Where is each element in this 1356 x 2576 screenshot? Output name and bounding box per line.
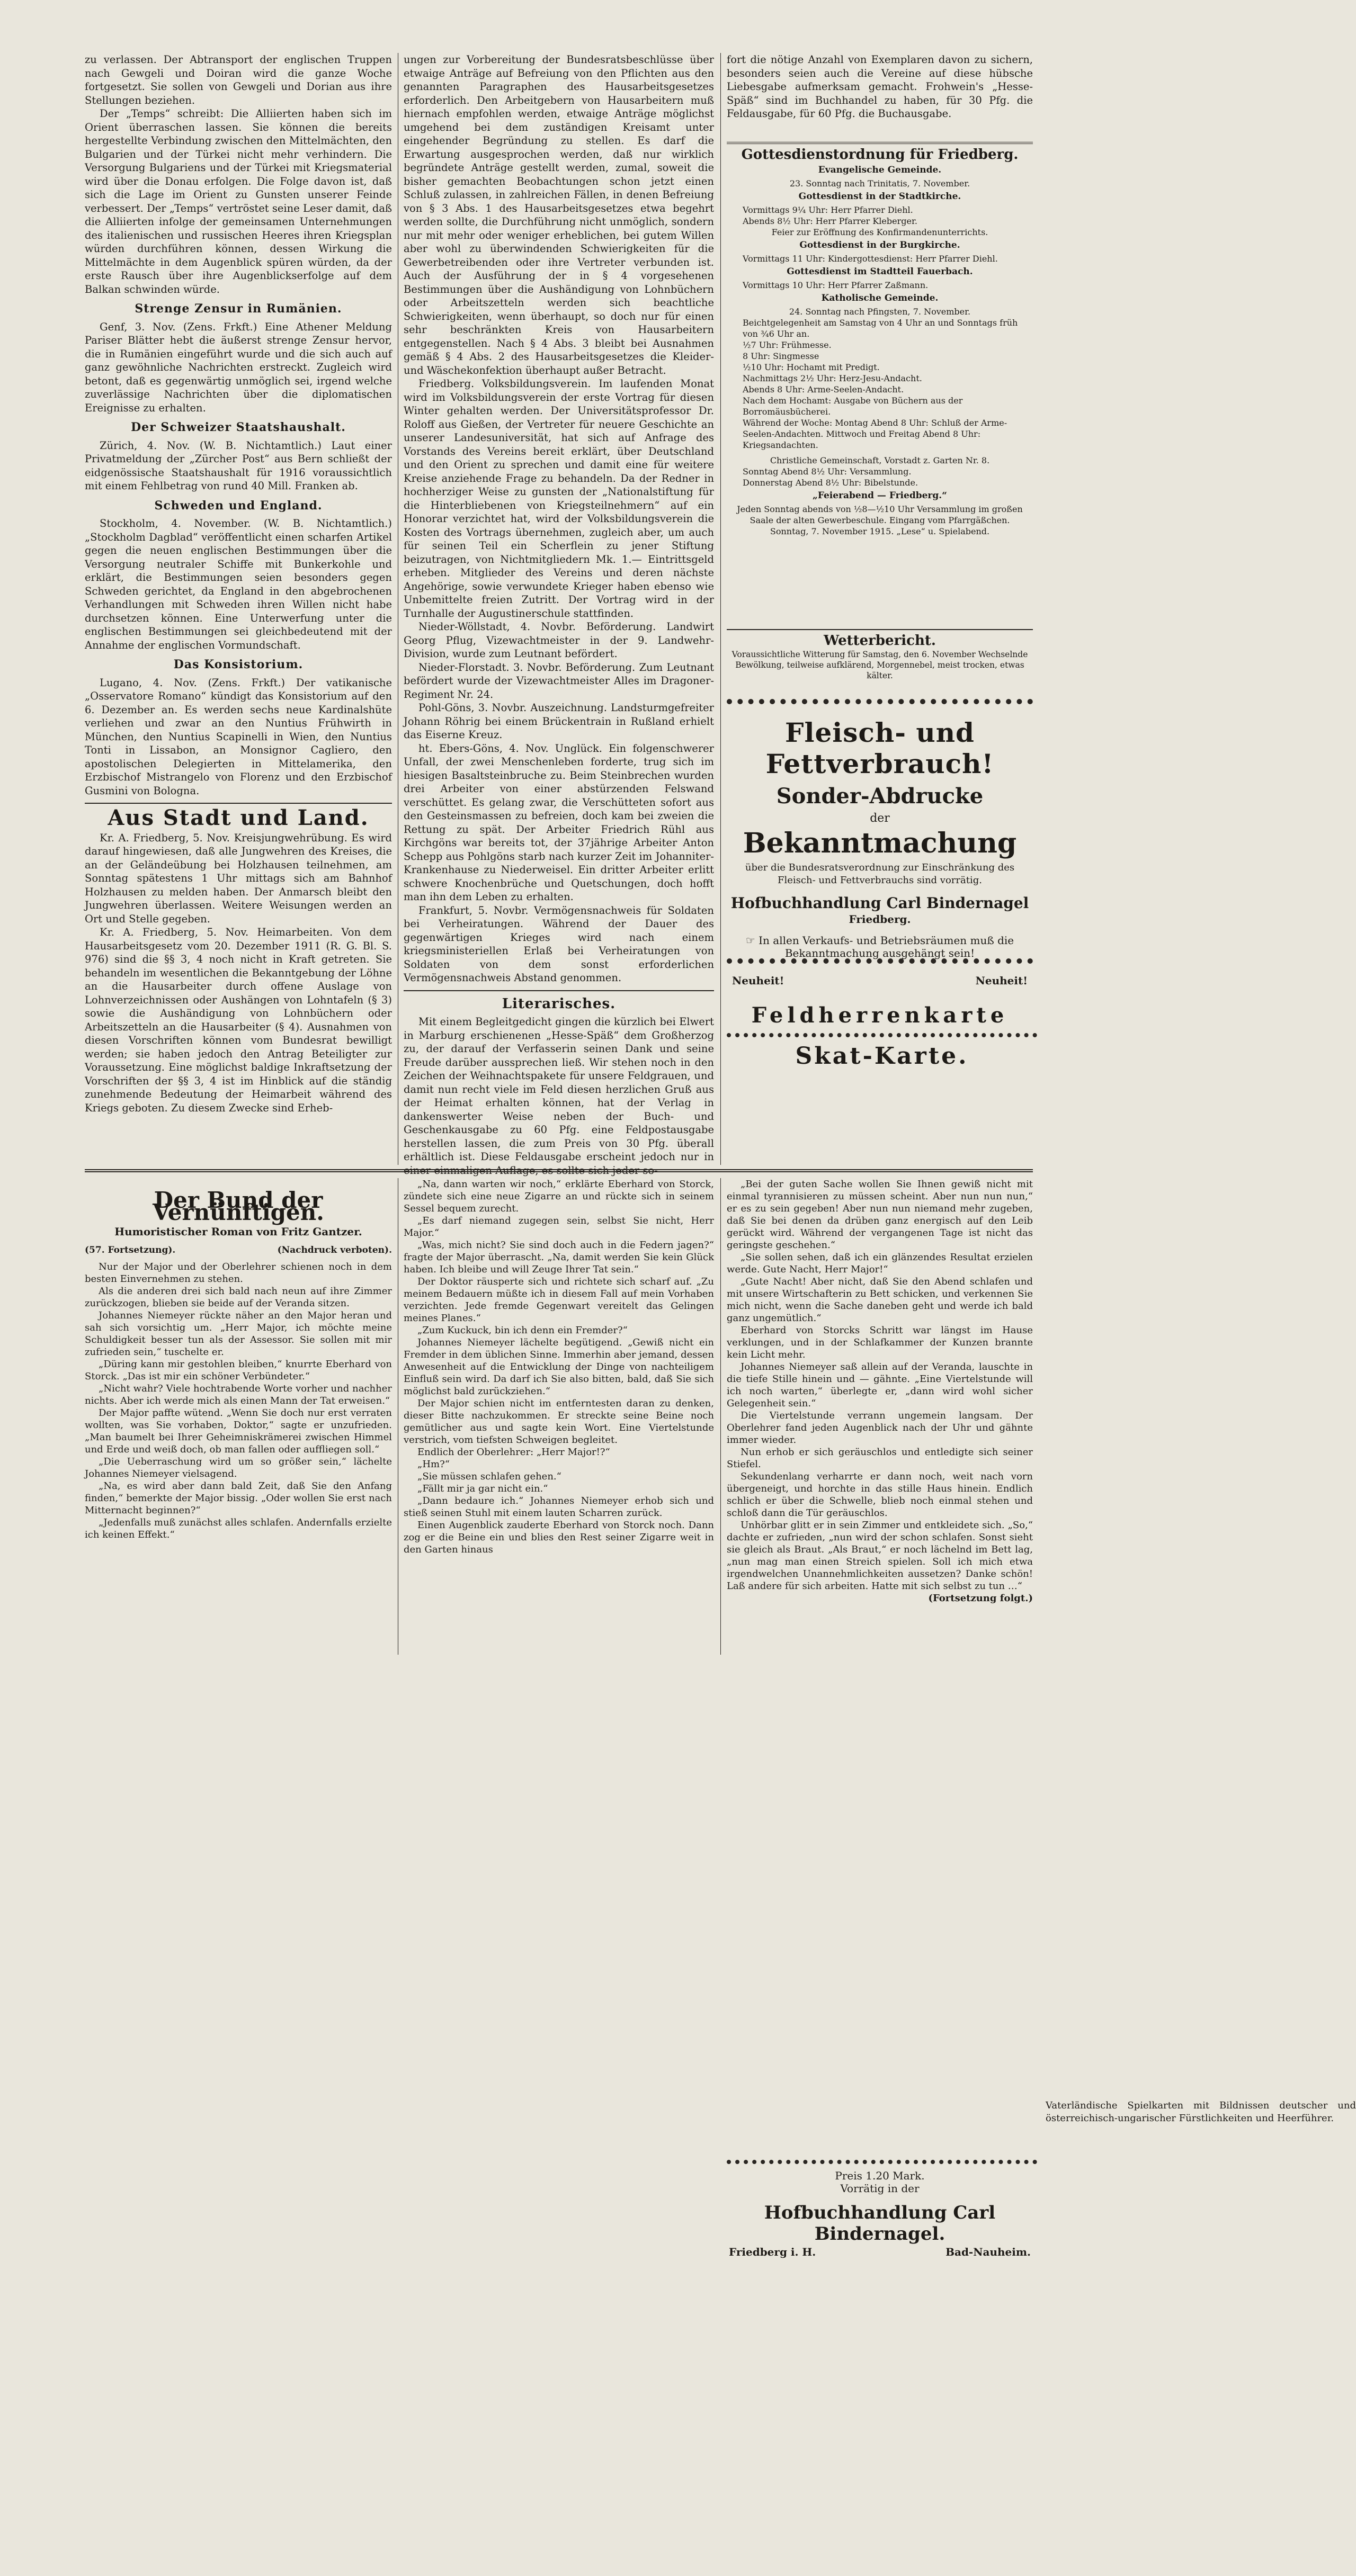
article-text: ht. Ebers-Göns, 4. Nov. Unglück. Ein folgenschwerer Unfall, der zwei Menschenleben forderte, trug sich im hiesigen Basaltsteinbruche zu. Beim Steinbrechen wurden drei Arbeiter von einer abstürzenden Felswand verschüttet. Es gelang zwar, die Verschütteten sofort aus den Gesteinsmassen zu befreien, doch kam bei zweien die Rettung zu spät. Der Arbeiter Friedrich Rühl aus Kirchgöns war bereits tot, der 37jährige Arbeiter Anton Schepp aus Pohlgöns starb nach kurzer Zeit im Johanniter-Krankenhause zu Niederweisel. Ein dritter Arbeiter erlitt schwere Knochenbrüche und Quetschungen, doch hofft man ihn dem Leben zu erhalten.	[404, 742, 714, 903]
novel-text: „Na, dann warten wir noch,“ erklärte Eberhard von Storck, zündete sich eine neue Zigarre an und rückte sich in seinem Sessel bequem zurecht.	[404, 1179, 714, 1214]
novel-text: Endlich der Oberlehrer: „Herr Major!?“	[417, 1447, 610, 1458]
article-text: Nieder-Wöllstadt, 4. Novbr. Beförderung. Landwirt Georg Pflug, Vizewachtmeister in der 9. Landwehr-Division, wurde zum Leutnant befördert.	[404, 621, 714, 660]
installment: (57. Fortsetzung).	[85, 1245, 176, 1255]
service-line: Abends 8 Uhr: Arme-Seelen-Andacht.	[743, 384, 904, 394]
service-line: Vormittags 9¼ Uhr: Herr Pfarrer Diehl.	[743, 205, 913, 215]
ad-location: Friedberg i. H.	[729, 2246, 816, 2258]
ad-headline: Skat-Karte.	[727, 1033, 1037, 2164]
ad-text: Vaterländische Spielkarten mit Bildnissen deutscher und österreichisch-ungarischer Fürstlichkeiten und Heerführer.	[1046, 2100, 1356, 2124]
church-schedule	[727, 137, 1033, 634]
novel-text: „Gute Nacht! Aber nicht, daß Sie den Abend schlafen und mit unsere Wirtschafterin zu Bett schicken, und verkennen Sie mich nicht, wenn die Sache daneben geht und werde ich bald ganz ungemütlich.“	[727, 1276, 1033, 1324]
newspaper-page	[85, 53, 1356, 2258]
column-1	[85, 53, 392, 1165]
ad-text: über die Bundesratsverordnung zur Einschränkung des Fleisch- und Fettverbrauchs sind vorrätig.	[745, 862, 1015, 886]
article-text: Mit einem Begleitgedicht gingen die kürzlich bei Elwert in Marburg erschienenen „Hesse-Späß“ dem Großherzog zu, der darauf der Verfasserin seinen Dank und seine Freude darüber aussprechen ließ. Wir stehen noch in den Zeichen der Weihnachtspakete für unsere Feldgrauen, und damit nun recht viele im Feld diesen herzlichen Gruß aus der Heimat erhalten können, hat der Verlag in dankenswerter Weise neben der Buch- und Geschenkausgabe zu 60 Pfg. eine Feldpostausgabe herstellen lassen, die zum Preis von 30 Pfg. überall erhältlich ist. Diese Feldausgabe erscheint jedoch nur in einer einmaligen Auflage, es sollte sich jeder so-	[404, 1016, 714, 1177]
novel-text: Sekundenlang verharrte er dann noch, weit nach vorn übergeneigt, und horchte in das stille Haus hinein. Endlich schlich er über die Schwelle, blieb noch einmal stehen und schloß dann die Tür geräuschlos.	[727, 1471, 1033, 1519]
church-subheading: Christliche Gemeinschaft, Vorstadt z. Garten Nr. 8.	[770, 455, 990, 465]
novel-column-1	[85, 1178, 392, 1655]
novel-text: Die Viertelstunde verrann ungemein langsam. Der Oberlehrer fand jeden Augenblick nach der Uhr und gähnte immer wieder.	[727, 1410, 1033, 1446]
headline: Das Konsistorium.	[173, 658, 304, 671]
ad-price: Preis 1.20 Mark.	[835, 2169, 925, 2182]
divider	[727, 142, 1033, 144]
column-divider	[720, 53, 721, 1165]
pointing-hand-icon: ☞	[745, 934, 759, 947]
divider	[727, 629, 1033, 630]
section-divider	[85, 1169, 1033, 1172]
service-line: Nachmittags 2½ Uhr: Herz-Jesu-Andacht.	[743, 373, 922, 383]
article-text: Stockholm, 4. November. (W. B. Nichtamtlich.) „Stockholm Dagblad“ veröffentlicht einen scharfen Artikel gegen die neuen englischen Bestimmungen über die Versorgung neutraler Schiffe mit Bunkerkohle und erklärt, die Bestimmungen seien besonders gegen Schweden gerichtet, da England in den abgebrochenen Verhandlungen mit Schweden ihren Willen nicht habe durchsetzen können. Eine Unterwerfung unter die englischen Bestimmungen sei gleichbedeutend mit der Annahme der englischen Vormundschaft.	[85, 517, 392, 651]
service-line: Donnerstag Abend 8½ Uhr: Bibelstunde.	[743, 478, 918, 488]
ad-locations	[727, 2246, 1033, 2258]
ad-location: Friedberg.	[849, 913, 911, 926]
service-line: Sonntag Abend 8½ Uhr: Versammlung.	[743, 466, 912, 477]
article-text: zu verlassen. Der Abtransport der englischen Truppen nach Gewgeli und Doiran wird die ganze Woche fortgesetzt. Sie sollen von Gewgeli und Dorian aus ihre Stellungen beziehen.	[85, 53, 392, 106]
article-text: Kr. A. Friedberg, 5. Nov. Kreisjungwehrübung. Es wird darauf hingewiesen, daß alle Jungwehren des Kreises, die an der Geländeübung bei Holzhausen teilnehmen, am Sonntag spätestens 1 Uhr mittags sich am Bahnhof Holzhausen zu melden haben. Der Anmarsch bleibt den Jungwehren überlassen. Weitere Weisungen werden an Ort und Stelle gegeben.	[85, 831, 392, 925]
divider	[85, 803, 392, 804]
novel-text: „Hm?“	[417, 1459, 450, 1470]
article-text: Friedberg. Volksbildungsverein. Im laufenden Monat wird im Volksbildungsverein der erste Vortrag für diesen Winter gehalten werden. Der Universitätsprofessor Dr. Roloff aus Gießen, der Vertreter für neuere Geschichte an unserer Landesuniversität, hat sich auf Anfrage des Vorstands des Vereins bereit erklärt, über Deutschland und den Orient zu sprechen und damit eine für weitere Kreise anziehende Frage zu behandeln. Da der Redner in hochherziger Weise zu gunsten der „Nationalstiftung für die Hinterbliebenen von Kriegsteilnehmern“ auf ein Honorar verzichtet hat, wird der Volksbildungsverein die Kosten des Vortrags übernehmen, zugleich aber, um auch für seinen Teil ein Scherflein zu jener Stiftung beizutragen, von Nichtmitgliedern Mk. 1.— Eintrittsgeld erheben. Mitglieder des Vereins und deren nächste Angehörige, sowie verwundete Krieger haben ebenso wie Unbemittelte freien Zutritt. Der Vortrag wird in der Turnhalle der Augustinerschule stattfinden.	[404, 378, 714, 620]
novel-text: „Die Ueberraschung wird um so größer sein,“ lächelte Johannes Niemeyer vielsagend.	[85, 1456, 392, 1479]
novel-text: „Es darf niemand zugegen sein, selbst Sie nicht, Herr Major.“	[404, 1215, 714, 1238]
novel-text: Der Doktor räusperte sich und richtete sich scharf auf. „Zu meinem Bedauern müßte ich in diesem Fall auf mein Vorhaben verzichten. Jede fremde Gegenwart vereitelt das Gelingen meines Planes.“	[404, 1276, 714, 1324]
novel-text: „Sie müssen schlafen gehen.“	[417, 1471, 561, 1482]
ad-headline: Feldherrenkarte	[751, 1003, 1009, 1028]
service-line: Vormittags 11 Uhr: Kindergottesdienst: Herr Pfarrer Diehl.	[743, 254, 998, 264]
novel-column-2	[404, 1178, 714, 1655]
article-text: Der „Temps“ schreibt: Die Alliierten haben sich im Orient überraschen lassen. Sie können die bereits hergestellte Verbindung zwischen den Mittelmächten, den Bulgarien und der Türkei nicht mehr verhindern. Die Versorgung Bulgariens und der Türkei mit Kriegsmaterial wird über die Donau erfolgen. Die Folge davon ist, daß sich die Lage im Orient zu Gunsten unserer Feinde verbessert. Der „Temps“ vertröstet seine Leser damit, daß die Alliierten infolge der gemeinsamen Unternehmungen des italienischen und russischen Heeres ihren Kriegsplan würden durchführen können, dessen Wirkung die Mittelmächte in dem Augenblick spüren würden, da der erste Rausch über ihre Augenblickserfolge auf dem Balkan schwinden würde.	[85, 107, 392, 295]
church-date: 23. Sonntag nach Trinitatis, 7. November.	[789, 178, 970, 189]
badge: Neuheit!	[732, 974, 784, 987]
novel-text: Nun erhob er sich geräuschlos und entledigte sich seiner Stiefel.	[727, 1447, 1033, 1470]
column-divider	[720, 1178, 721, 1655]
novel-text: „Bei der guten Sache wollen Sie Ihnen gewiß nicht mit einmal tyrannisieren zu müssen scheint. Aber nun nun nun,“ er es zu sein gegeben! Aber nun nun niemand mehr zugeben, daß Sie bei denen da drüben ganz energisch auf den Leib gerückt wird. Während der vergangenen Tage ist nicht das geringste geschehen.“	[727, 1179, 1033, 1251]
novel-column-3	[727, 1178, 1033, 1655]
novel-text: Johannes Niemeyer saß allein auf der Veranda, lauschte in die tiefe Stille hinein und — gähnte. „Eine Viertelstunde will ich noch warten,“ überlegte er, „dann wird wohl sicher Gelegenheit sein.“	[727, 1361, 1033, 1409]
novel-text: Der Major schien nicht im entferntesten daran zu denken, dieser Bitte nachzukommen. Er streckte seine Beine noch gemütlicher aus und sagte kein Wort. Eine Viertelstunde verstrich, vom tiefsten Schweigen begleitet.	[404, 1398, 714, 1446]
copyright-notice: (Nachdruck verboten).	[277, 1245, 392, 1255]
novel-text: Eberhard von Storcks Schritt war längst im Hause verklungen, und in der Schlafkammer der Kunzen brannte kein Licht mehr.	[727, 1325, 1033, 1360]
novel-text: Johannes Niemeyer rückte näher an den Major heran und sah sich vorsichtig um. „Herr Major, ich möchte meine Schuldigkeit besser tun als der Assessor. Sie sollen mit mir zufrieden sein,“ tuschelte er.	[85, 1310, 392, 1358]
service-line: Feier zur Eröffnung des Konfirmandenunterrichts.	[771, 227, 988, 237]
headline: Literarisches.	[502, 995, 616, 1012]
novel-text: Unhörbar glitt er in sein Zimmer und entkleidete sich. „So,“ dachte er zufrieden, „nun wird der schon schlafen. Sonst sieht sie gleich als Braut. „Als Braut,“ er noch lächelnd im Bett lag, „nun mag man einen Streich spielen. Soll ich mich etwa irgendwelchen Unannehmlichkeiten aussetzen? Danke schön! Laß andere für sich arbeiten. Hatte mit sich selbst zu tun …“	[727, 1520, 1033, 1592]
ad-badges	[727, 974, 1033, 987]
novel-text: Der Major paffte wütend. „Wenn Sie doch nur erst verraten wollten, was Sie vorhaben, Doktor,“ sagte er unzufrieden. „Man baumelt bei Ihrer Geheimniskrämerei zwischen Himmel und Erde und weiß doch, ob man fallen oder auffliegen soll.“	[85, 1407, 392, 1455]
church-subheading: Evangelische Gemeinde.	[818, 165, 942, 175]
service-line: Jeden Sonntag abends von ½8—½10 Uhr Versammlung im großen Saale der alten Gewerbeschule. Eingang vom Pfarrgäßchen.	[737, 504, 1023, 525]
church-subheading: Katholische Gemeinde.	[821, 293, 939, 303]
novel-text: „Dann bedaure ich.“ Johannes Niemeyer erhob sich und stieß seinen Stuhl mit einem lauten Scharren zurück.	[404, 1495, 714, 1519]
ad-headline: Fleisch- und Fettverbrauch!	[765, 717, 994, 779]
ad-text: Vorrätig in der	[840, 2182, 920, 2195]
novel-text: Einen Augenblick zauderte Eberhard von Storck noch. Dann zog er die Beine ein und blies den Rest seiner Zigarre weit in den Garten hinaus	[404, 1520, 714, 1555]
ad-headline: Bekanntmachung	[743, 827, 1017, 859]
novel-text: Johannes Niemeyer lächelte begütigend. „Gewiß nicht ein Fremder in dem üblichen Sinne. Immerhin aber jemand, dessen Anwesenheit auf die Entwicklung der Dinge von nachteiligem Einfluß sein wird. Da darf ich Sie also bitten, bald, daß Sie sich möglichst bald zurückziehen.“	[404, 1337, 714, 1397]
service-line: ½10 Uhr: Hochamt mit Predigt.	[743, 362, 880, 372]
ad-notice	[727, 934, 1033, 959]
novel-text: „Jedenfalls muß zunächst alles schlafen. Andernfalls erzielte ich keinen Effekt.“	[85, 1517, 392, 1540]
article-text: Kr. A. Friedberg, 5. Nov. Heimarbeiten. Von dem Hausarbeitsgesetz vom 20. Dezember 1911 (R. G. Bl. S. 976) sind die §§ 3, 4 noch nicht in Kraft getreten. Sie behandeln im wesentlichen die Bekanntgebung der Löhne an die Hausarbeiter durch offene Auslage von Lohnverzeichnissen oder Aushängen von Lohntafeln (§ 3) sowie die Aushändigung von Lohnbüchern oder Arbeitszetteln an die Hausarbeiter (§ 4). Ausnahmen von diesen Vorschriften können vom Bundesrat bewilligt werden; sie haben jedoch den Antrag Beteiligter zur Voraussetzung. Eine möglichst baldige Inkraftsetzung der Vorschriften der §§ 3, 4 ist im Hinblick auf die ständig zunehmende Bedeutung der Heimarbeit während des Kriegs geboten. Zu diesem Zwecke sind Erheb-	[85, 926, 392, 1114]
ad-notice-text: In allen Verkaufs- und Betriebsräumen muß die Bekanntmachung ausgehängt sein!	[759, 934, 1014, 959]
ad-vendor: Hofbuchhandlung Carl Bindernagel	[730, 894, 1029, 912]
novel-text: „Fällt mir ja gar nicht ein.“	[417, 1483, 548, 1494]
church-subheading: „Feierabend — Friedberg.“	[813, 490, 947, 501]
article-text: ungen zur Vorbereitung der Bundesratsbeschlüsse über etwaige Anträge auf Befreiung von den Pflichten aus den genannten Paragraphen des Hausarbeitsgesetzes erforderlich. Den Arbeitgebern von Hausarbeitern muß hiernach empfohlen werden, etwaige Anträge möglichst umgehend bei dem zuständigen Kreisamt unter eingehender Begründung zu stellen. Es darf die Erwartung ausgesprochen werden, daß nur wirklich begründete Anträge gestellt werden, zumal, soweit die bisher gemachten Beobachtungen schon jetzt einen Schluß zulassen, in zahlreichen Fällen, in denen Befreiung von § 3 Abs. 1 des Hausarbeitsgesetzes etwa begehrt werden sollte, die Durchführung nicht unmöglich, sondern nur mit mehr oder weniger erheblichen, bei gutem Willen aber wohl zu überwindenden Schwierigkeiten für die Gewerbetreibenden oder ihre Vertreter verbunden ist. Auch der Ausführung der in § 4 vorgesehenen Bestimmungen über die Aushändigung von Lohnbüchern oder Arbeitszetteln werden sich beachtliche Schwierigkeiten, wenn überhaupt, so doch nur für einen sehr beschränkten Kreis von Hausarbeitern entgegenstellen. Nach § 4 Abs. 3 bleibt bei Ausnahmen gemäß § 4 Abs. 2 des Hausarbeitsgesetzes die Kleider- und Wäschekonfektion überhaupt außer Betracht.	[404, 53, 714, 376]
ad-vendor: Hofbuchhandlung Carl Bindernagel.	[764, 2202, 996, 2245]
novel-text: „Sie sollen sehen, daß ich ein glänzendes Resultat erzielen werde. Gute Nacht, Herr Major!“	[727, 1252, 1033, 1275]
service-line: Beichtgelegenheit am Samstag von 4 Uhr an und Sonntags früh von ¾6 Uhr an.	[743, 318, 1018, 339]
church-date: 24. Sonntag nach Pfingsten, 7. November.	[789, 307, 971, 317]
article-text: Frankfurt, 5. Novbr. Vermögensnachweis für Soldaten bei Verheiratungen. Während der Dauer des gegenwärtigen Krieges wird nach einem kriegsministeriellen Erlaß bei Verheiratungen von Soldaten von dem sonst erforderlichen Vermögensnachweis Abstand genommen.	[404, 904, 714, 984]
church-subheading: Gottesdienst in der Stadtkirche.	[798, 191, 961, 202]
novel-text: „Na, es wird aber dann bald Zeit, daß Sie den Anfang finden,“ bemerkte der Major bissig. „Oder wollen Sie erst nach Mitternacht beginnen?“	[85, 1480, 392, 1516]
headline: Der Schweizer Staatshaushalt.	[131, 420, 346, 434]
novel-text: Nur der Major und der Oberlehrer schienen noch in dem besten Einvernehmen zu stehen.	[85, 1261, 392, 1285]
article-text: Zürich, 4. Nov. (W. B. Nichtamtlich.) Laut einer Privatmeldung der „Zürcher Post“ aus Bern schließt der eidgenössische Staatshaushalt für 1916 voraussichtlich mit einem Fehlbetrag von rund 40 Mill. Franken ab.	[85, 439, 392, 492]
service-line: ½7 Uhr: Frühmesse.	[743, 340, 832, 350]
service-line: Während der Woche: Montag Abend 8 Uhr: Schluß der Arme-Seelen-Andachten. Mittwoch und Freitag Abend 8 Uhr: Kriegsandachten.	[743, 418, 1007, 450]
article-text: Nieder-Florstadt. 3. Novbr. Beförderung. Zum Leutnant befördert wurde der Vizewachtmeister Alles im Dragoner-Regiment Nr. 24.	[404, 661, 714, 701]
ad-subheadline: Sonder-Abdrucke	[776, 784, 984, 809]
service-line: Sonntag, 7. November 1915. „Lese“ u. Spielabend.	[770, 526, 990, 536]
novel-meta	[85, 1244, 392, 1256]
weather-report	[727, 624, 1033, 687]
church-title: Gottesdienstordnung für Friedberg.	[741, 147, 1019, 163]
novel-text: „Zum Kuckuck, bin ich denn ein Fremder?“	[417, 1325, 628, 1336]
section-title: Aus Stadt und Land.	[108, 805, 369, 830]
service-line: 8 Uhr: Singmesse	[743, 351, 819, 361]
church-subheading: Gottesdienst im Stadtteil Fauerbach.	[787, 266, 973, 277]
weather-title: Wetterbericht.	[824, 633, 936, 649]
ad-location: Bad-Nauheim.	[945, 2246, 1031, 2258]
article-text: Lugano, 4. Nov. (Zens. Frkft.) Der vatikanische „Osservatore Romano“ kündigt das Konsistorium auf den 6. Dezember an. Es werden sechs neue Kardinalshüte verliehen und zwar an den Nuntius Frühwirth in München, den Nuntius Scapinelli in Wien, den Nuntius Tonti in Lissabon, an Monsignor Cagliero, den apostolischen Delegierten in Mittelamerika, den Erzbischof Mistrangelo von Florenz und den Erzbischof Gusmini von Bologna.	[85, 676, 392, 797]
novel-text: „Düring kann mir gestohlen bleiben,“ knurrte Eberhard von Storck. „Das ist mir ein schöner Verbündeter.“	[85, 1359, 392, 1382]
article-text: Pohl-Göns, 3. Novbr. Auszeichnung. Landsturmgefreiter Johann Röhrig bei einem Brückentrain in Rußland erhielt das Eiserne Kreuz.	[404, 702, 714, 741]
headline: Schweden und England.	[154, 498, 323, 513]
advertisement-fleisch	[727, 699, 1033, 964]
badge: Neuheit!	[975, 974, 1028, 987]
novel-text: Als die anderen drei sich bald nach neun auf ihre Zimmer zurückzogen, blieben sie beide auf der Veranda sitzen.	[85, 1286, 392, 1309]
column-2	[404, 53, 714, 1177]
continuation-note: (Fortsetzung folgt.)	[928, 1593, 1033, 1604]
service-line: Abends 8½ Uhr: Herr Pfarrer Kleberger.	[743, 216, 917, 226]
ad-text: der	[870, 812, 890, 825]
novel-text: „Was, mich nicht? Sie sind doch auch in die Federn jagen?“ fragte der Major überrascht. „Na, damit werden Sie kein Glück haben. Ich bleibe und will Zeuge Ihrer Tat sein.“	[404, 1240, 714, 1275]
novel-subtitle: Humoristischer Roman von Fritz Gantzer.	[114, 1225, 362, 1238]
article-text: Genf, 3. Nov. (Zens. Frkft.) Eine Athener Meldung Pariser Blätter hebt die äußerst strenge Zensur hervor, die in Rumänien eingeführt wurde und die sich auch auf ganz gewöhnliche Nachrichten erstreckt. Zugleich wird betont, daß es gegenwärtig unmöglich sei, irgend welche zuverlässige Nachrichten über die diplomatischen Ereignisse zu erhalten.	[85, 320, 392, 414]
novel-text: „Nicht wahr? Viele hochtrabende Worte vorher und nachher nichts. Aber ich werde mich als einen Mann der Tat erweisen.“	[85, 1383, 392, 1406]
service-line: Nach dem Hochamt: Ausgabe von Büchern aus der Borromäusbücherei.	[743, 396, 963, 417]
weather-text: Voraussichtliche Witterung für Samstag, den 6. November Wechselnde Bewölkung, teilweise aufklärend, Morgennebel, meist trocken, etwas kälter.	[731, 650, 1028, 680]
divider	[404, 990, 714, 991]
headline: Strenge Zensur in Rumänien.	[135, 302, 342, 316]
church-subheading: Gottesdienst in der Burgkirche.	[799, 240, 960, 250]
novel-title: Der Bund der Vernünftigen.	[153, 1187, 324, 1225]
article-text: fort die nötige Anzahl von Exemplaren davon zu sichern, besonders seien auch die Vereine auf diese hübsche Liebesgabe aufmerksam gemacht. Frohwein's „Hesse-Späß“ sind im Buchhandel zu haben, für 30 Pfg. die Feldausgabe, für 60 Pfg. die Buchausgabe.	[727, 53, 1033, 120]
service-line: Vormittags 10 Uhr: Herr Pfarrer Zaßmann.	[743, 280, 929, 290]
